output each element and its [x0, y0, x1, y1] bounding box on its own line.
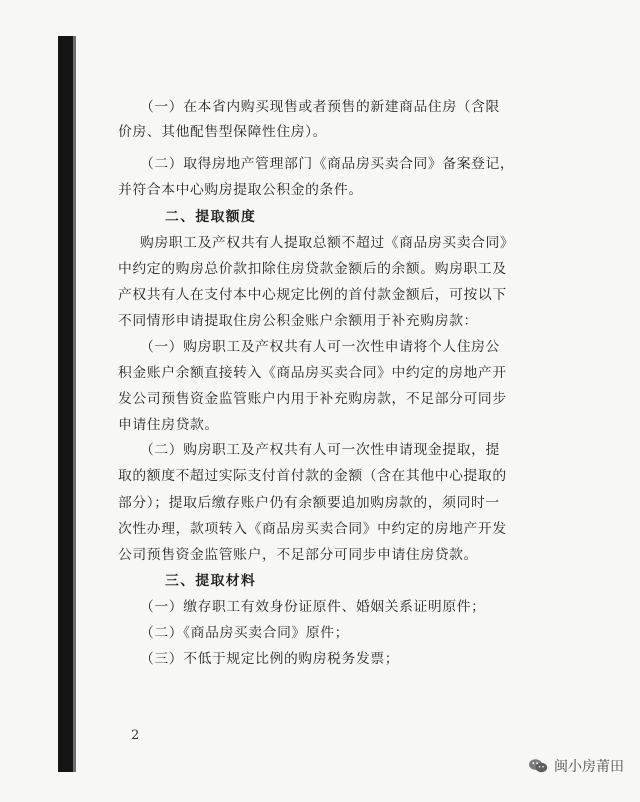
- paragraph-line: 取的额度不超过实际支付首付款的金额（含在其他中心提取的: [118, 468, 507, 484]
- wechat-icon: [528, 758, 548, 774]
- paragraph-line: 发公司预售资金监管账户内用于补充购房款，不足部分可同步: [118, 391, 507, 407]
- paragraph-line: 申请住房贷款。: [118, 417, 219, 433]
- paragraph-line: （三）不低于规定比例的购房税务发票；: [140, 651, 400, 667]
- paragraph-line: 产权共有人在支付本中心规定比例的首付款金额后，可按以下: [118, 287, 507, 303]
- paragraph-line: 次性办理，款项转入《商品房买卖合同》中约定的房地产开发: [118, 521, 507, 537]
- paragraph-line: 中约定的购房总价款扣除住房贷款金额后的余额。购房职工及: [118, 261, 507, 277]
- paragraph-line: 价房、其他配售型保障性住房）。: [118, 124, 328, 140]
- paragraph-line: （一）缴存职工有效身份证原件、婚姻关系证明原件；: [140, 599, 486, 615]
- section-heading: 二、提取额度: [165, 209, 257, 225]
- watermark: [528, 756, 624, 776]
- paragraph-line: （一）购房职工及产权共有人可一次性申请将个人住房公: [140, 339, 500, 355]
- scan-binding-shadow: [58, 36, 73, 772]
- paragraph-line: 公司预售资金监管账户，不足部分可同步申请住房贷款。: [118, 547, 478, 563]
- scan-binding-edge: [73, 36, 76, 772]
- paragraph-line: 积金账户余额直接转入《商品房买卖合同》中约定的房地产开: [118, 365, 507, 381]
- paragraph-line: 并符合本中心购房提取公积金的条件。: [118, 182, 363, 198]
- paragraph-line: （一）在本省内购买现售或者预售的新建商品住房（含限: [140, 99, 500, 115]
- watermark-text: 闽小房莆田: [554, 759, 624, 775]
- section-heading: 三、提取材料: [165, 573, 257, 589]
- paragraph-line: 不同情形申请提取住房公积金账户余额用于补充购房款：: [118, 313, 478, 329]
- paragraph-line: （二）购房职工及产权共有人可一次性申请现金提取，提: [140, 442, 500, 458]
- paragraph-line: 部分）；提取后缴存账户仍有余额要追加购房款的，须同时一: [118, 495, 500, 511]
- paragraph-line: 购房职工及产权共有人提取总额不超过《商品房买卖合同》: [140, 235, 515, 251]
- paragraph-line: （二）取得房地产管理部门《商品房买卖合同》备案登记，: [140, 156, 515, 172]
- page-number: 2: [131, 728, 140, 743]
- paragraph-line: （二）《商品房买卖合同》原件；: [140, 625, 350, 641]
